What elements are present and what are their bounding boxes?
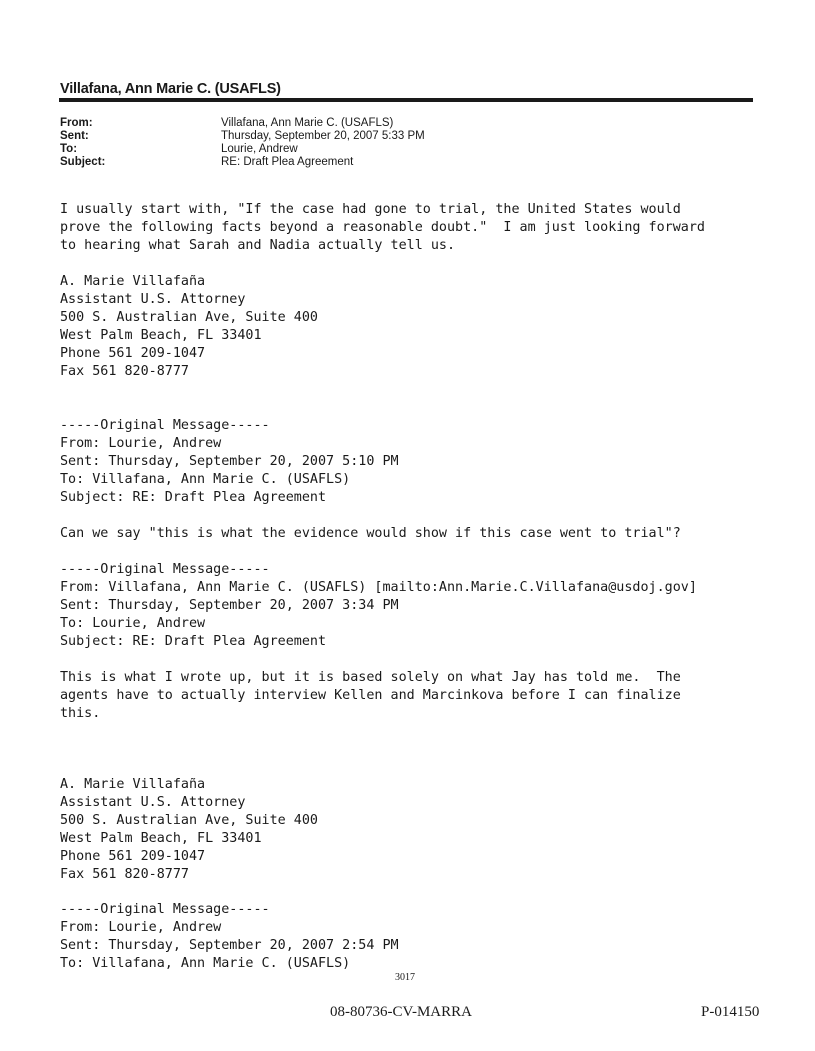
original-message-divider: -----Original Message----- [60, 902, 270, 917]
quoted-to: To: Villafana, Ann Marie C. (USAFLS) [60, 472, 351, 487]
sent-label: Sent: [60, 130, 89, 142]
sent-value: Thursday, September 20, 2007 5:33 PM [221, 130, 425, 142]
signature-title: Assistant U.S. Attorney [60, 795, 246, 810]
quoted-subject: Subject: RE: Draft Plea Agreement [60, 490, 327, 505]
quoted-sent: Sent: Thursday, September 20, 2007 5:10 PM [60, 454, 399, 469]
original-message-divider: -----Original Message----- [60, 562, 270, 577]
page-number: 3017 [395, 972, 415, 983]
bates-number: P-014150 [701, 1004, 760, 1020]
original-message-divider: -----Original Message----- [60, 418, 270, 433]
from-label: From: [60, 117, 93, 129]
signature-name: A. Marie Villafaña [60, 777, 206, 792]
quoted-to: To: Lourie, Andrew [60, 616, 206, 631]
body-line: this. [60, 706, 101, 721]
header-divider [59, 98, 753, 102]
quoted-sent: Sent: Thursday, September 20, 2007 2:54 PM [60, 938, 399, 953]
subject-label: Subject: [60, 156, 106, 168]
body-line: prove the following facts beyond a reasonable doubt." I am just looking forward [60, 220, 705, 235]
to-label: To: [60, 143, 78, 155]
signature-fax: Fax 561 820-8777 [60, 867, 189, 882]
body-line: to hearing what Sarah and Nadia actually tell us. [60, 238, 456, 253]
quoted-to: To: Villafana, Ann Marie C. (USAFLS) [60, 956, 351, 971]
signature-city: West Palm Beach, FL 33401 [60, 328, 262, 343]
signature-address: 500 S. Australian Ave, Suite 400 [60, 310, 318, 325]
case-number: 08-80736-CV-MARRA [330, 1004, 472, 1020]
signature-title: Assistant U.S. Attorney [60, 292, 246, 307]
body-line: Can we say "this is what the evidence would show if this case went to trial"? [60, 526, 681, 541]
body-line: agents have to actually interview Kellen and Marcinkova before I can finalize [60, 688, 681, 703]
signature-address: 500 S. Australian Ave, Suite 400 [60, 813, 318, 828]
email-owner-header: Villafana, Ann Marie C. (USAFLS) [60, 81, 281, 97]
quoted-sent: Sent: Thursday, September 20, 2007 3:34 PM [60, 598, 399, 613]
signature-phone: Phone 561 209-1047 [60, 346, 206, 361]
quoted-from: From: Villafana, Ann Marie C. (USAFLS) [mailto:Ann.Marie.C.Villafana@usdoj.gov] [60, 580, 697, 595]
quoted-subject: Subject: RE: Draft Plea Agreement [60, 634, 327, 649]
to-value: Lourie, Andrew [221, 143, 298, 155]
body-line: I usually start with, "If the case had gone to trial, the United States would [60, 202, 681, 217]
body-line: This is what I wrote up, but it is based solely on what Jay has told me. The [60, 670, 681, 685]
subject-value: RE: Draft Plea Agreement [221, 156, 354, 168]
signature-name: A. Marie Villafaña [60, 274, 206, 289]
signature-phone: Phone 561 209-1047 [60, 849, 206, 864]
from-value: Villafana, Ann Marie C. (USAFLS) [221, 117, 394, 129]
quoted-from: From: Lourie, Andrew [60, 920, 222, 935]
signature-city: West Palm Beach, FL 33401 [60, 831, 262, 846]
signature-fax: Fax 561 820-8777 [60, 364, 189, 379]
quoted-from: From: Lourie, Andrew [60, 436, 222, 451]
